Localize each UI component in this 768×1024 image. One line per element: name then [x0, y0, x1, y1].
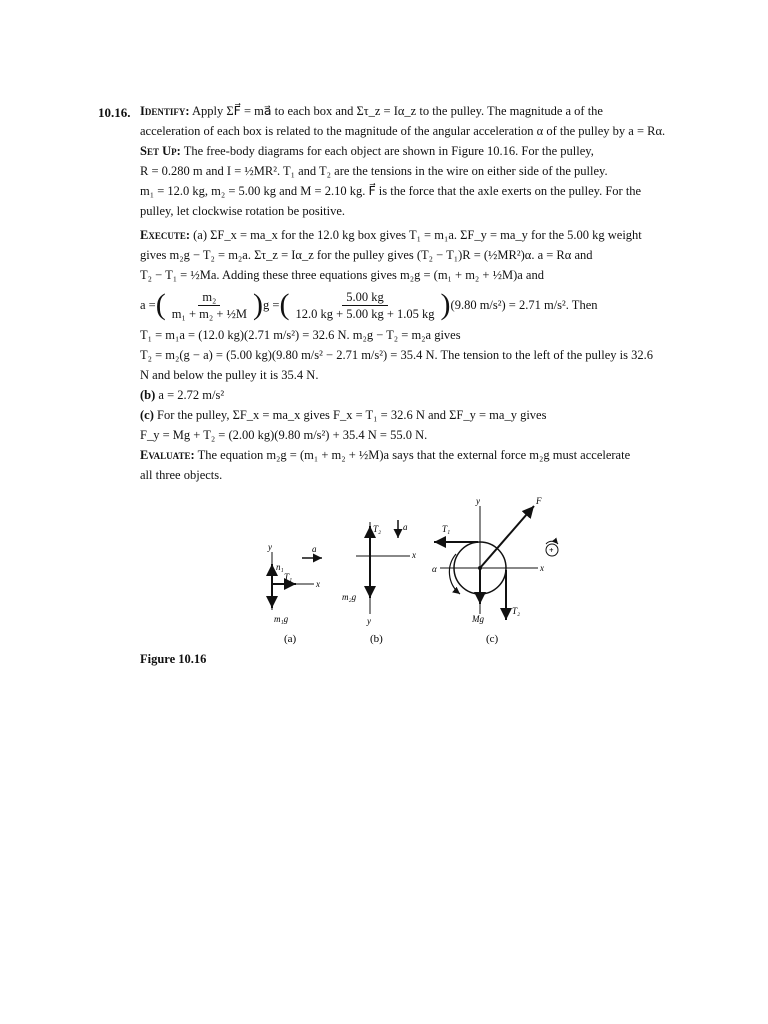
fraction-numerator-2: 5.00 kg	[342, 289, 388, 306]
setup-label: Set Up:	[140, 144, 181, 158]
diagram-b-x-label: x	[412, 550, 416, 560]
setup-text-1: The free-body diagrams for each object are shown in Figure 10.16. For the pulley,	[183, 144, 594, 158]
diagram-b-a-label: a	[403, 522, 408, 532]
diagram-a-m1g-label: m₁g	[274, 614, 289, 624]
diagram-a-a-label: a	[312, 544, 317, 554]
diagram-b-caption: (b)	[370, 633, 383, 645]
eq-a-label: a =	[140, 298, 156, 312]
execute-line-5: T₂ = m₂(g − a) = (5.00 kg)(9.80 m/s² − 2.71 m/s²) = 35.4 N. The tension to the left of the pulley is 32.6	[140, 348, 653, 362]
diagram-a-caption: (a)	[284, 633, 297, 645]
evaluate-line-2: all three objects.	[140, 468, 223, 482]
diagram-a-n1-label: n₁	[276, 562, 284, 572]
diagram-b-y-label: y	[367, 616, 371, 626]
setup-line-3: m₁ = 12.0 kg, m₂ = 5.00 kg and M = 2.10 kg. F⃗ is the force that the axle exerts on the pulley. For the	[140, 184, 642, 198]
diagram-a-x-label: x	[316, 579, 320, 589]
diagram-c-t2-label: T₂	[512, 606, 521, 616]
identify-line-1	[140, 101, 675, 121]
diagram-a	[267, 542, 322, 645]
execute-line-1	[140, 225, 675, 245]
execute-line-4: T₁ = m₁a = (12.0 kg)(2.71 m/s²) = 32.6 N. m₂g − T₂ = m₂a gives	[140, 328, 461, 342]
diagram-c-axle-force-arrow	[480, 506, 534, 568]
eq-g-label: g =	[263, 298, 280, 312]
solution-text	[140, 101, 675, 485]
problem-number: 10.16.	[98, 105, 131, 120]
identify-line-2: acceleration of each box is related to the magnitude of the angular acceleration α of the pulley by a = Rα.	[140, 124, 666, 138]
evaluate-text-1: The equation m₂g = (m₁ + m₂ + ½M)a says that the external force m₂g must accelerate	[197, 448, 631, 462]
setup-line-2: R = 0.280 m and I = ½MR². T₁ and T₂ are the tensions in the wire on either side of the pulley.	[140, 164, 608, 178]
free-body-diagrams-svg	[250, 492, 580, 647]
execute-line-3: T₂ − T₁ = ½Ma. Adding these three equations gives m₂g = (m₁ + m₂ + ½M)a and	[140, 268, 544, 282]
fraction-numerator-1: m₂	[198, 289, 220, 306]
fraction-denominator-2: 12.0 kg + 5.00 kg + 1.05 kg	[295, 306, 435, 321]
identify-text-1: Apply ΣF⃗ = ma⃗ to each box and Στ_z = Iα_z to the pulley. The magnitude a of the	[191, 104, 603, 118]
diagram-c-mg-label: Mg	[472, 614, 484, 624]
diagram-a-t1-label: T₁	[284, 572, 293, 582]
setup-line-1	[140, 141, 675, 161]
execute-line-6: N and below the pulley it is 35.4 N.	[140, 368, 319, 382]
fraction-denominator-1: m₁ + m₂ + ½M	[171, 306, 247, 321]
acceleration-equation: a = ( $\frac{\text{m₂}}{\text{m₁ + m₂ + ½M}}$ ) g = ( $\frac{5.00 kg}{12.0 kg + 5.00 kg + 1.05 kg}$ ) (9.80 m/s²) = 2.71 m/s². Then	[140, 288, 598, 321]
part-c-line-1	[140, 405, 675, 425]
diagram-b	[342, 520, 416, 645]
part-b-label: (b)	[140, 388, 156, 402]
diagram-c-alpha-label: α	[432, 564, 437, 574]
evaluate-line-1	[140, 445, 675, 465]
part-b-text: a = 2.72 m/s²	[158, 388, 225, 402]
diagram-b-t2-label: T₂	[373, 524, 382, 534]
diagram-c-t1-label: T₁	[442, 524, 451, 534]
diagram-c-plus-label: +	[549, 546, 554, 555]
free-body-diagrams	[250, 492, 580, 647]
setup-line-4: pulley, let clockwise rotation be positive.	[140, 204, 346, 218]
diagram-b-m2g-label: m₂g	[342, 592, 357, 602]
diagram-c-caption: (c)	[486, 633, 499, 645]
part-b-line	[140, 385, 675, 405]
eq-tail: (9.80 m/s²) = 2.71 m/s². Then	[450, 298, 598, 312]
evaluate-label: Evaluate:	[140, 448, 195, 462]
fraction-symbolic	[168, 289, 251, 322]
part-c-line-2: F_y = Mg + T₂ = (2.00 kg)(9.80 m/s²) + 35.4 N = 55.0 N.	[140, 428, 428, 442]
diagram-a-y-label: y	[268, 542, 272, 552]
diagram-c	[432, 496, 558, 645]
figure-caption: Figure 10.16	[140, 652, 207, 666]
identify-label: Identify:	[140, 104, 190, 118]
part-c-text-1: For the pulley, ΣF_x = ma_x gives F_x = T₁ = 32.6 N and ΣF_y = ma_y gives	[157, 408, 547, 422]
diagram-c-f-label: F	[536, 496, 542, 506]
diagram-c-y-label: y	[476, 496, 480, 506]
fraction-numeric	[291, 289, 438, 322]
diagram-c-x-label: x	[540, 563, 544, 573]
execute-line-2: gives m₂g − T₂ = m₂a. Στ_z = Iα_z for the pulley gives (T₂ − T₁)R = (½MR²)α. a = Rα and	[140, 248, 593, 262]
part-c-label: (c)	[140, 408, 154, 422]
execute-label: Execute:	[140, 228, 191, 242]
execute-text-1: (a) ΣF_x = ma_x for the 12.0 kg box gives T₁ = m₁a. ΣF_y = ma_y for the 5.00 kg weight	[193, 228, 642, 242]
